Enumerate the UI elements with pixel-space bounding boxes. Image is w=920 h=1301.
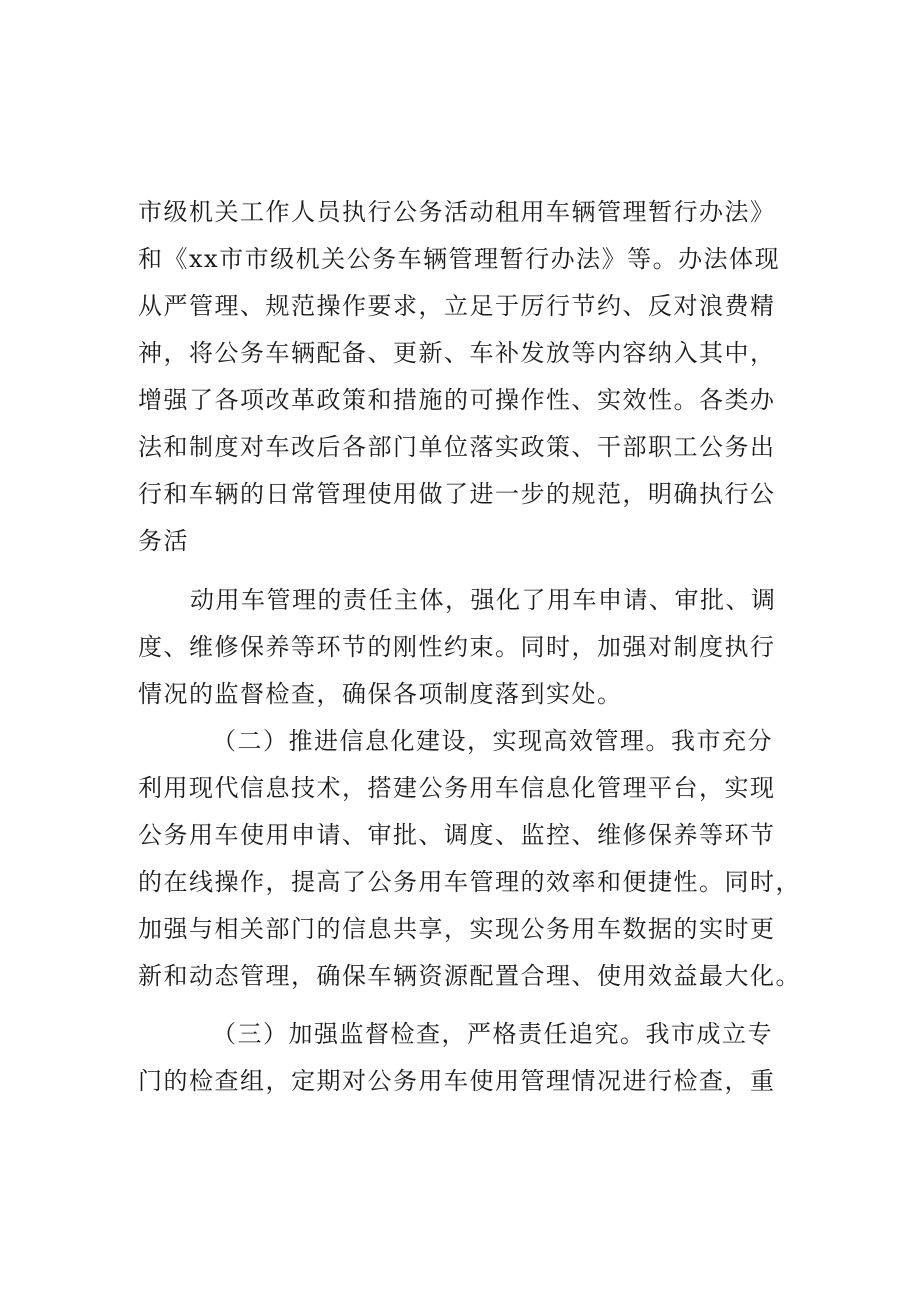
paragraph-3-line-5: 加强与相关部门的信息共享，实现公务用车数据的实时更 [138, 915, 776, 943]
paragraph-1-line-5: 增强了各项改革政策和措施的可操作性、实效性。各类办 [138, 386, 776, 414]
paragraph-3-line-1: （二）推进信息化建设，实现高效管理。我市充分 [212, 727, 773, 755]
paragraph-2-line-3: 情况的监督检查，确保各项制度落到实处。 [138, 680, 623, 708]
paragraph-3-line-3: 公务用车使用申请、审批、调度、监控、维修保养等环节 [138, 821, 776, 849]
paragraph-1-line-2: 和《xx市市级机关公务车辆管理暂行办法》等。办法体现 [138, 245, 781, 273]
paragraph-1-line-4: 神，将公务车辆配备、更新、车补发放等内容纳入其中， [138, 339, 776, 367]
paragraph-1-line-1: 市级机关工作人员执行公务活动租用车辆管理暂行办法》 [138, 198, 776, 226]
paragraph-4-line-1: （三）加强监督检查，严格责任追究。我市成立专 [212, 1020, 773, 1048]
paragraph-1-line-6: 法和制度对车改后各部门单位落实政策、干部职工公务出 [138, 433, 776, 461]
paragraph-1-line-8: 务活 [138, 527, 189, 555]
paragraph-4-line-2: 门的检查组，定期对公务用车使用管理情况进行检查，重 [138, 1067, 776, 1095]
paragraph-2-line-1: 动用车管理的责任主体，强化了用车申请、审批、调 [190, 586, 777, 614]
paragraph-3-line-2: 利用现代信息技术，搭建公务用车信息化管理平台，实现 [138, 774, 776, 802]
paragraph-3-line-6: 新和动态管理，确保车辆资源配置合理、使用效益最大化。 [138, 962, 801, 990]
paragraph-1-line-3: 从严管理、规范操作要求，立足于厉行节约、反对浪费精 [138, 292, 776, 320]
paragraph-1-line-7: 行和车辆的日常管理使用做了进一步的规范，明确执行公 [138, 480, 776, 508]
paragraph-2-line-2: 度、维修保养等环节的刚性约束。同时，加强对制度执行 [138, 633, 776, 661]
paragraph-3-line-4: 的在线操作，提高了公务用车管理的效率和便捷性。同时， [138, 868, 801, 896]
